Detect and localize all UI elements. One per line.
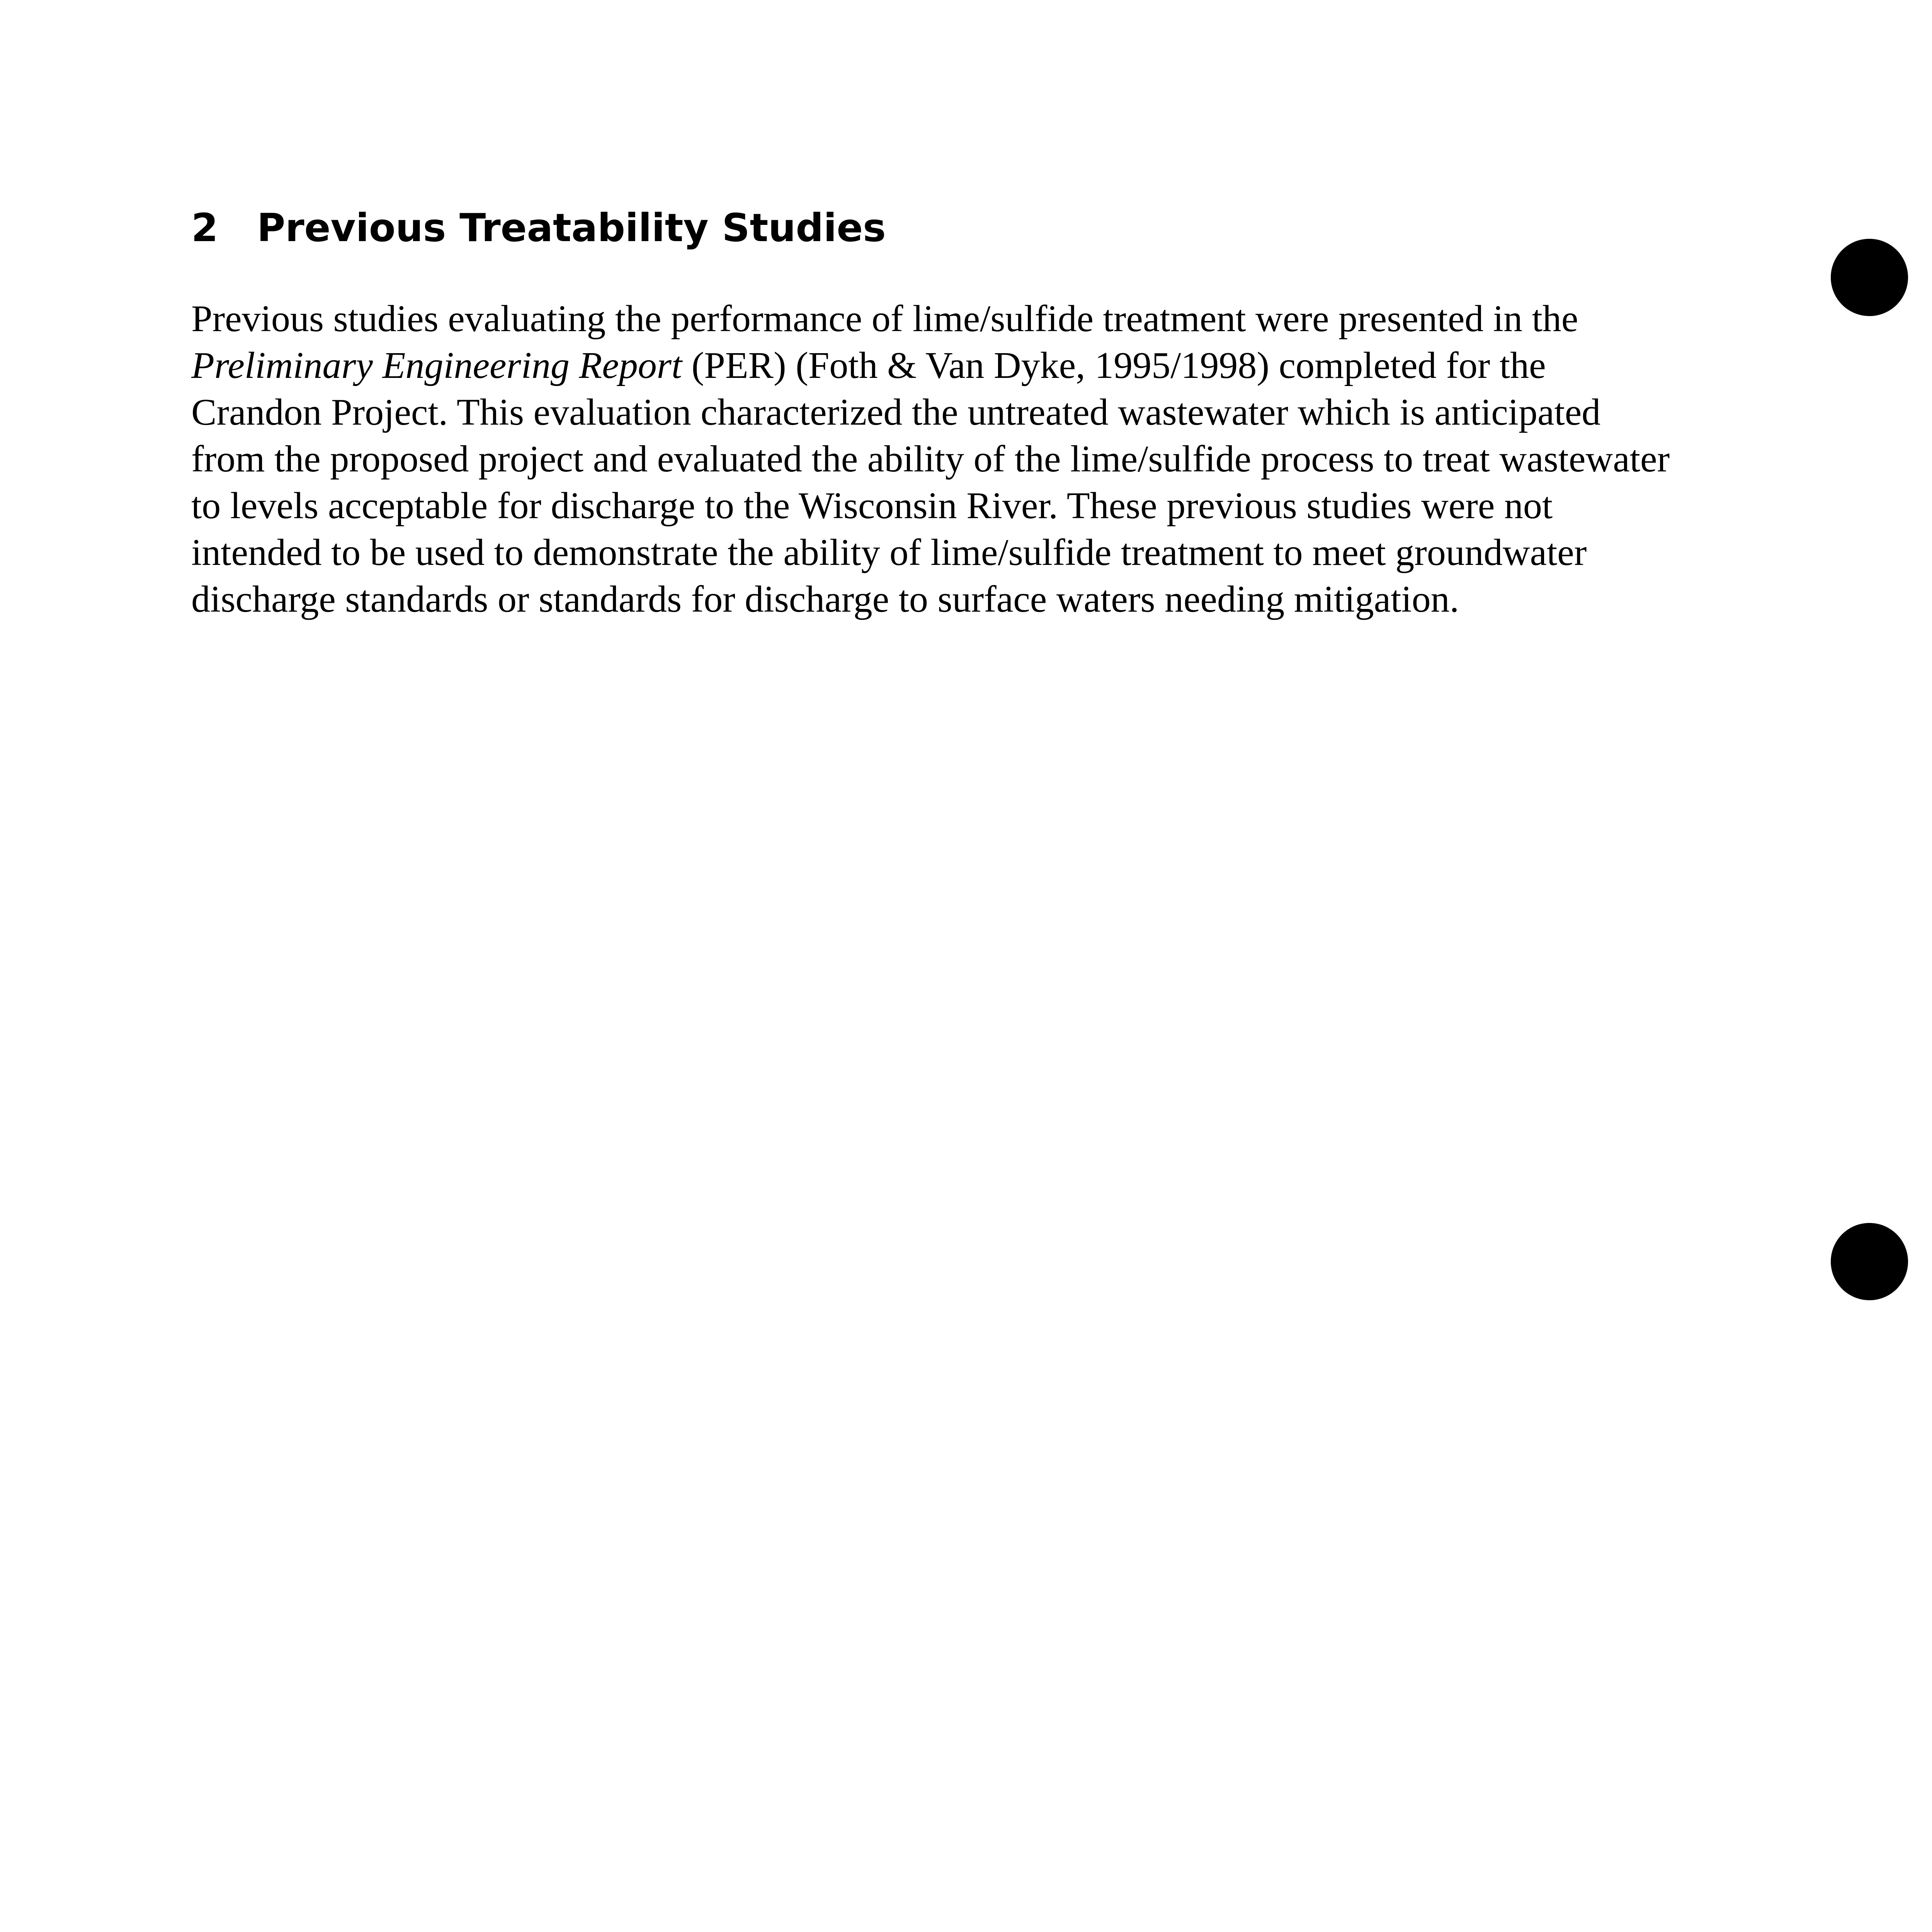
paragraph-line-2-rest: (PER) (Foth & Van Dyke, 1995/1998) completed for the: [682, 345, 1546, 386]
paragraph-line-4: from the proposed project and evaluated the ability of the lime/sulfide process to treat wastewater: [191, 438, 1670, 480]
section-title: Previous Treatability Studies: [257, 205, 886, 250]
binder-hole-top: [1831, 239, 1908, 316]
binder-hole-middle: [1831, 1223, 1908, 1300]
paragraph-line-2: [191, 342, 1737, 389]
body-paragraph: [191, 296, 1737, 623]
paragraph-line-7: discharge standards or standards for discharge to surface waters needing mitigation.: [191, 578, 1459, 620]
section-heading: [191, 201, 886, 255]
paragraph-line-1: Previous studies evaluating the performance of lime/sulfide treatment were presented in the: [191, 298, 1578, 340]
report-title-italic: Preliminary Engineering Report: [191, 345, 682, 386]
paragraph-line-5: to levels acceptable for discharge to the Wisconsin River. These previous studies were not: [191, 485, 1553, 527]
section-number: 2: [191, 205, 218, 250]
paragraph-line-3: Crandon Project. This evaluation characterized the untreated wastewater which is anticipated: [191, 391, 1601, 433]
paragraph-line-6: intended to be used to demonstrate the ability of lime/sulfide treatment to meet groundwater: [191, 532, 1587, 573]
